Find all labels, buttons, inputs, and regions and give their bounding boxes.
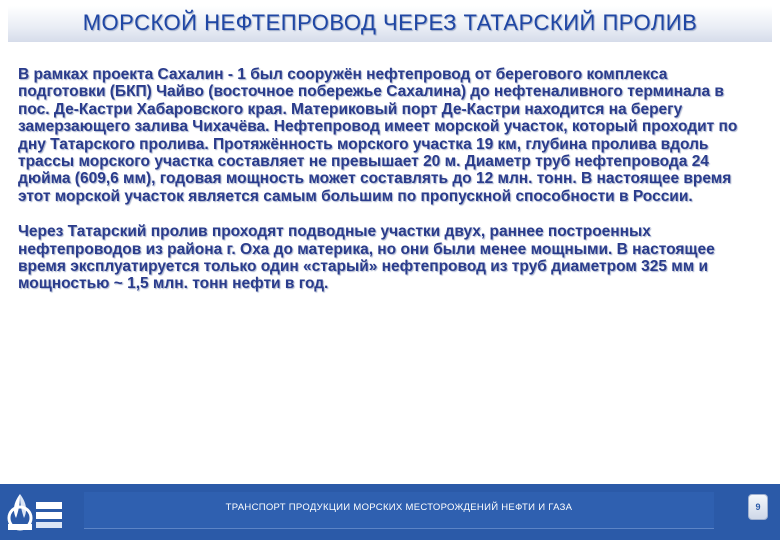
gazprom-logo-icon — [4, 488, 66, 536]
page-number-badge — [748, 494, 768, 520]
slide-title: МОРСКОЙ НЕФТЕПРОВОД ЧЕРЕЗ ТАТАРСКИЙ ПРОЛИВ — [82, 10, 698, 35]
slide-body — [18, 66, 758, 293]
footer-bar — [0, 484, 780, 540]
paragraph-2: Через Татарский пролив проходят подводные участки двух, раннее построенных нефтепроводов из района г. Оха до материка, но они были менее мощными. В настоящее время эксплуатируется только один «старый» нефтепровод из труб диаметром 325 мм и мощностью ~ 1,5 млн. тонн нефти в год. — [18, 223, 715, 293]
page-number: 9 — [755, 502, 761, 512]
paragraph-1: В рамках проекта Сахалин - 1 был сооружён нефтепровод от берегового комплекса подготовки (БКП) Чайво (восточное побережье Сахалина) до нефтеналивного терминала в пос. Де-Кастри Хабаровского края. Материковый порт Де-Кастри находится на берегу замерзающего залива Чихачёва. Нефтепровод имеет морской участок, который проходит по дну Татарского пролива. Протяжённость морского участка 19 км, глубина пролива вдоль трассы морского участка составляет не превышает 20 м. Диаметр труб нефтепровода 24 дюйма (609,6 мм), годовая мощность может составлять до 12 млн. тонн. В настоящее время этот морской участок является самым большим по пропускной способности в России. — [18, 66, 738, 205]
footer-caption: ТРАНСПОРТ ПРОДУКЦИИ МОРСКИХ МЕСТОРОЖДЕНИЙ НЕФТИ И ГАЗА — [225, 502, 573, 513]
footer-panel — [84, 492, 714, 529]
